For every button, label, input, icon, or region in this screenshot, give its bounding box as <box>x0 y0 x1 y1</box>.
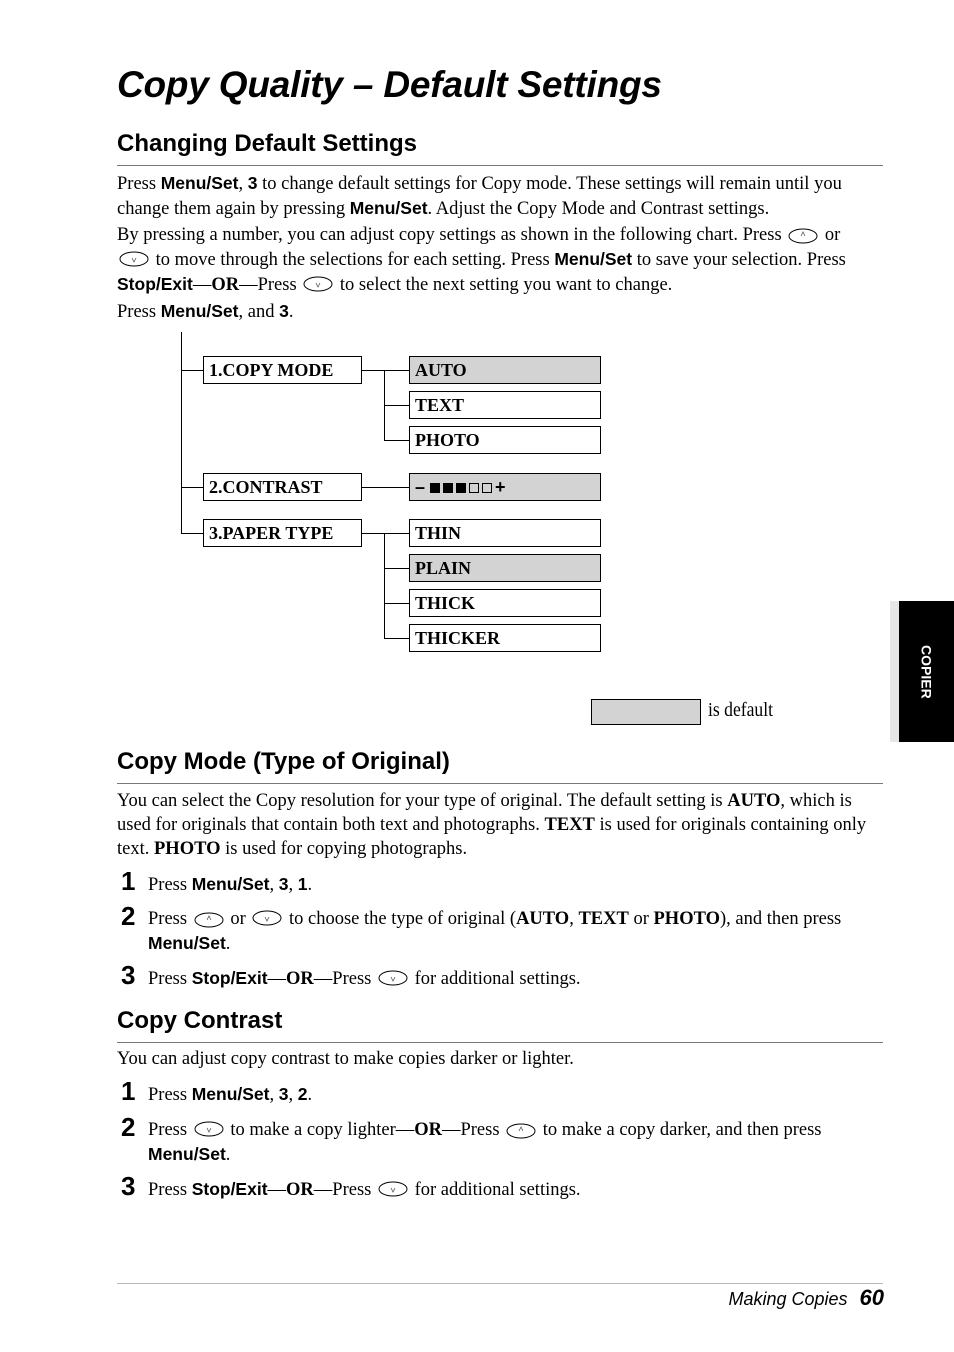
down-arrow-button-icon <box>252 910 282 928</box>
tree-trunk-line <box>181 332 182 534</box>
menu-box-paper-type: 3.PAPER TYPE <box>203 519 362 547</box>
legend-label: is default <box>708 699 774 721</box>
section-rule <box>117 165 883 166</box>
down-arrow-button-icon <box>194 1121 224 1139</box>
page-title: Copy Quality – Default Settings <box>117 64 662 105</box>
up-arrow-button-icon <box>194 910 224 928</box>
down-arrow-button-icon <box>303 276 333 294</box>
page-number: 60 <box>859 1285 884 1310</box>
contrast-minus: – <box>415 477 426 497</box>
paragraph-press: Press Menu/Set, and 3. <box>117 301 294 322</box>
step-text: Press Menu/Set, 3, 1. <box>148 874 313 895</box>
step-number: 2 <box>121 1112 136 1142</box>
paragraph-contrast: You can adjust copy contrast to make copies darker or lighter. <box>117 1049 574 1069</box>
connector-line <box>362 487 409 488</box>
step-number: 1 <box>121 1076 136 1106</box>
step-number: 3 <box>121 1171 136 1201</box>
up-arrow-button-icon <box>788 226 818 244</box>
footer <box>728 1285 884 1311</box>
contrast-empty-square <box>469 483 479 493</box>
menu-box-copy-mode: 1.COPY MODE <box>203 356 362 384</box>
connector-line <box>384 603 409 604</box>
step-number: 3 <box>121 960 136 990</box>
step-number: 2 <box>121 901 136 931</box>
step-number: 1 <box>121 866 136 896</box>
connector-line <box>384 370 409 371</box>
footer-section: Making Copies <box>728 1289 848 1309</box>
section-heading-copy-mode: Copy Mode (Type of Original) <box>117 748 450 775</box>
section-rule <box>117 783 883 784</box>
section-heading-changing: Changing Default Settings <box>117 130 417 157</box>
option-thicker: THICKER <box>409 624 601 652</box>
step-text: Press Stop/Exit—OR—Press for additional settings. <box>148 1179 581 1200</box>
option-thick: THICK <box>409 589 601 617</box>
option-auto: AUTO <box>409 356 601 384</box>
step-text: Press or to choose the type of original (AUTO, TEXT or PHOTO), and then press Menu/Set. <box>148 909 842 954</box>
tree-branch-line <box>181 533 204 534</box>
connector-line <box>384 638 409 639</box>
section-rule <box>117 1042 883 1043</box>
step-text: Press to make a copy lighter—OR—Press to make a copy darker, and then press Menu/Set. <box>148 1120 822 1165</box>
step-text: Press Stop/Exit—OR—Press for additional settings. <box>148 968 581 989</box>
connector-line <box>384 440 409 441</box>
up-arrow-button-icon <box>506 1121 536 1139</box>
tree-branch-line <box>181 487 204 488</box>
connector-line <box>362 533 384 534</box>
tree-branch-line <box>181 370 204 371</box>
paragraph-intro: Press Menu/Set, 3 to change default settings for Copy mode. These settings will remain until you change them again by pressing Menu/Set. Adjust the Copy Mode and Contrast settings. <box>117 173 842 219</box>
side-tab-shadow <box>890 601 899 742</box>
option-thin: THIN <box>409 519 601 547</box>
down-arrow-button-icon <box>378 1181 408 1199</box>
paragraph-instructions: By pressing a number, you can adjust copy settings as shown in the following chart. Press or to move through the selections for each setting. Press Menu/Set to save your selection. Press Stop/Exit—OR—Press to select the next setting you want to change. <box>117 225 846 295</box>
footer-rule <box>117 1283 883 1284</box>
step-text: Press Menu/Set, 3, 2. <box>148 1084 313 1105</box>
connector-line <box>362 370 384 371</box>
legend-swatch <box>591 699 701 725</box>
contrast-filled-square <box>430 483 440 493</box>
connector-line <box>384 568 409 569</box>
section-heading-contrast: Copy Contrast <box>117 1007 283 1034</box>
connector-line <box>384 405 409 406</box>
option-photo: PHOTO <box>409 426 601 454</box>
contrast-level-indicator <box>430 477 495 497</box>
option-plain: PLAIN <box>409 554 601 582</box>
option-text: TEXT <box>409 391 601 419</box>
connector-line <box>384 533 409 534</box>
contrast-filled-square <box>456 483 466 493</box>
contrast-plus: + <box>495 477 506 497</box>
down-arrow-button-icon <box>119 251 149 269</box>
connector-line <box>384 533 385 639</box>
paragraph-copy-mode: You can select the Copy resolution for your type of original. The default setting is AUTO, which is used for originals that contain both text and photographs. TEXT is used for originals containing only text. PHOTO is used for copying photographs. <box>117 791 867 859</box>
option-contrast-scale <box>409 473 601 501</box>
contrast-empty-square <box>482 483 492 493</box>
menu-box-contrast: 2.CONTRAST <box>203 473 362 501</box>
down-arrow-button-icon <box>378 970 408 988</box>
side-tab-label: COPIER <box>918 644 935 699</box>
contrast-filled-square <box>443 483 453 493</box>
